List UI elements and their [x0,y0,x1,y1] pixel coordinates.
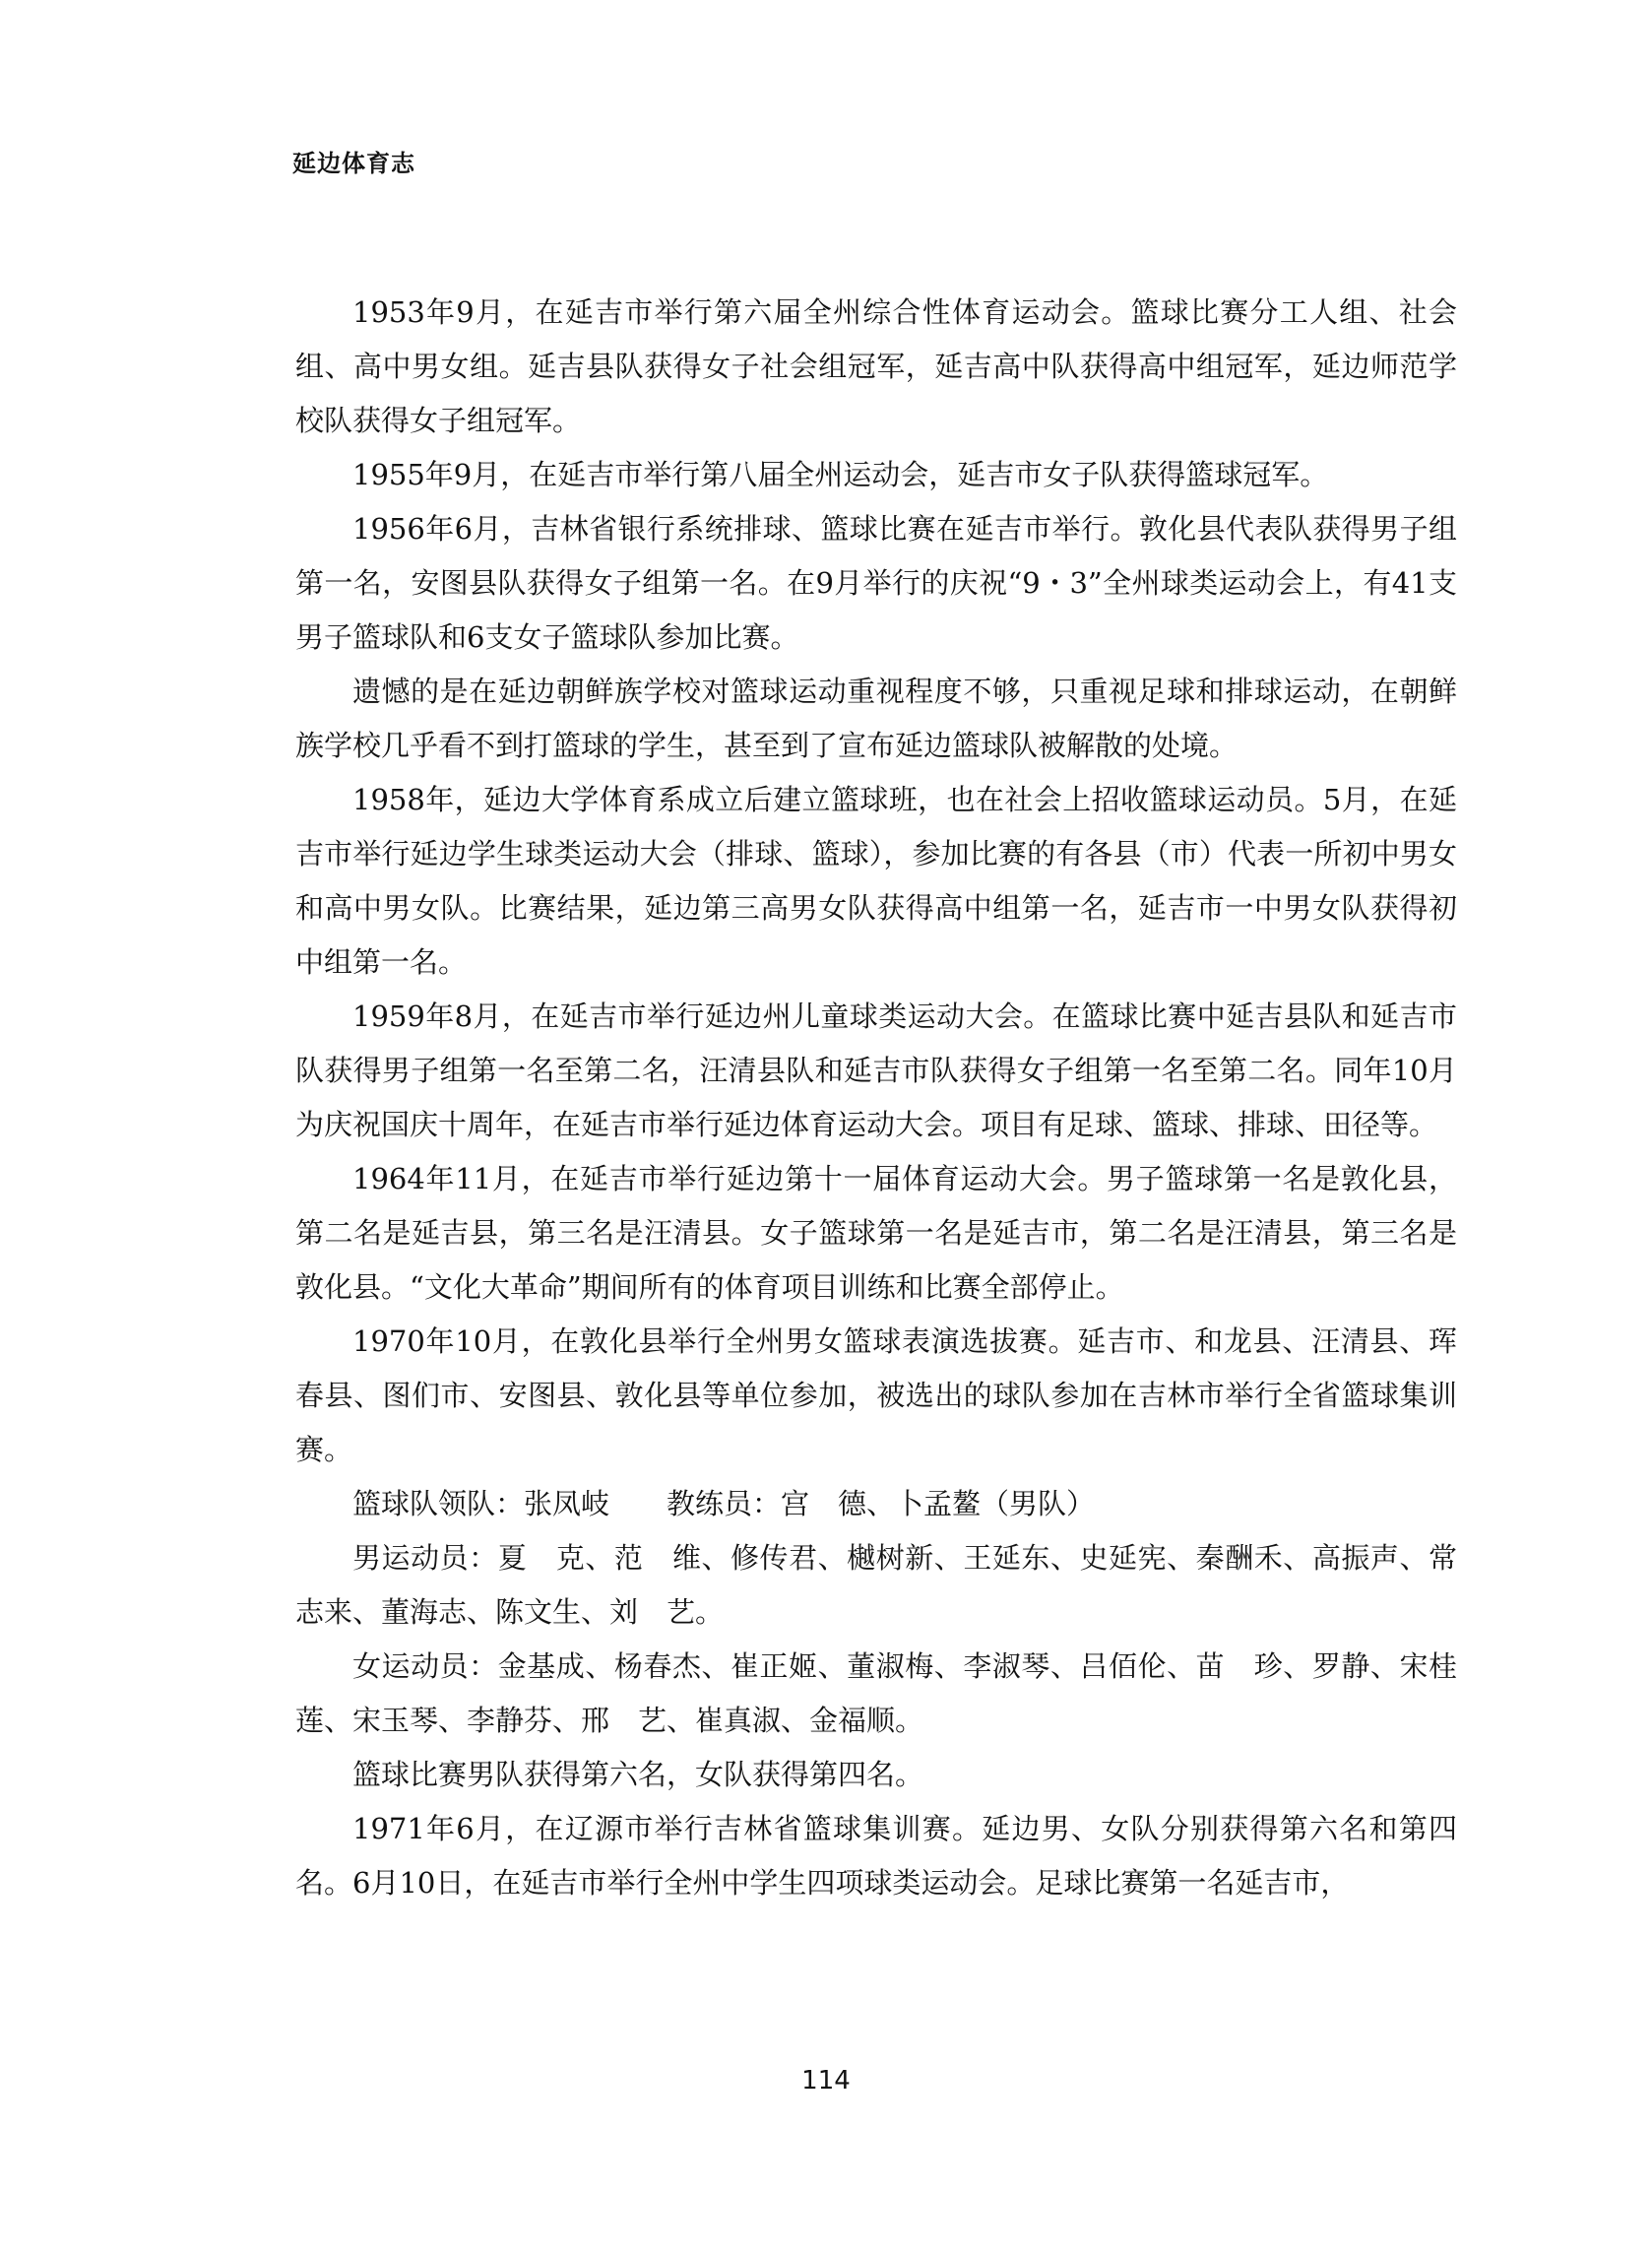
paragraph: 1971年6月，在辽源市举行吉林省篮球集训赛。延边男、女队分别获得第六名和第四名。6月10日，在延吉市举行全州中学生四项球类运动会。足球比赛第一名延吉市， [295,1812,1457,1900]
paragraph: 1953年9月，在延吉市举行第六届全州综合性体育运动会。篮球比赛分工人组、社会组、高中男女组。延吉县队获得女子社会组冠军，延吉高中队获得高中组冠军，延边师范学校队获得女子组冠军。 [295,295,1457,437]
paragraph: 1964年11月，在延吉市举行延边第十一届体育运动大会。男子篮球第一名是敦化县，第二名是延吉县，第三名是汪清县。女子篮球第一名是延吉市，第二名是汪清县，第三名是敦化县。“文化大革命”期间所有的体育项目训练和比赛全部停止。 [295,1162,1457,1304]
paragraph: 篮球比赛男队获得第六名，女队获得第四名。 [352,1758,924,1791]
paragraph: 遗憾的是在延边朝鲜族学校对篮球运动重视程度不够，只重视足球和排球运动，在朝鲜族学校几乎看不到打篮球的学生，甚至到了宣布延边篮球队被解散的处境。 [295,675,1457,762]
paragraph: 1970年10月，在敦化县举行全州男女篮球表演选拔赛。延吉市、和龙县、汪清县、珲春县、图们市、安图县、敦化县等单位参加，被选出的球队参加在吉林市举行全省篮球集训赛。 [295,1324,1457,1466]
paragraph: 1958年，延边大学体育系成立后建立篮球班，也在社会上招收篮球运动员。5月，在延吉市举行延边学生球类运动大会（排球、篮球），参加比赛的有各县（市）代表一所初中男女和高中男女队。比赛结果，延边第三高男女队获得高中组第一名，延吉市一中男女队获得初中组第一名。 [295,783,1457,979]
running-header: 延边体育志 [292,150,415,177]
paragraph: 1956年6月，吉林省银行系统排球、篮球比赛在延吉市举行。敦化县代表队获得男子组第一名，安图县队获得女子组第一名。在9月举行的庆祝“9・3”全州球类运动会上，有41支男子篮球队和6支女子篮球队参加比赛。 [295,512,1457,654]
paragraph: 女运动员：金基成、杨春杰、崔正姬、董淑梅、李淑琴、吕佰伦、苗 珍、罗静、宋桂莲、宋玉琴、李静芬、邢 艺、崔真淑、金福顺。 [295,1649,1457,1737]
body-text [295,286,1457,1910]
paragraph: 1959年8月，在延吉市举行延边州儿童球类运动大会。在篮球比赛中延吉县队和延吉市队获得男子组第一名至第二名，汪清县队和延吉市队获得女子组第一名至第二名。同年10月为庆祝国庆十周年，在延吉市举行延边体育运动大会。项目有足球、篮球、排球、田径等。 [295,1000,1457,1141]
paragraph: 篮球队领队：张凤岐 教练员：宫 德、卜孟鳌（男队） [352,1487,1096,1520]
page-number: 114 [801,2066,851,2096]
paragraph: 1955年9月，在延吉市举行第八届全州运动会，延吉市女子队获得篮球冠军。 [352,458,1329,491]
paragraph: 男运动员：夏 克、范 维、修传君、樾树新、王延东、史延宪、秦酬禾、高振声、常志来、董海志、陈文生、刘 艺。 [295,1541,1457,1629]
